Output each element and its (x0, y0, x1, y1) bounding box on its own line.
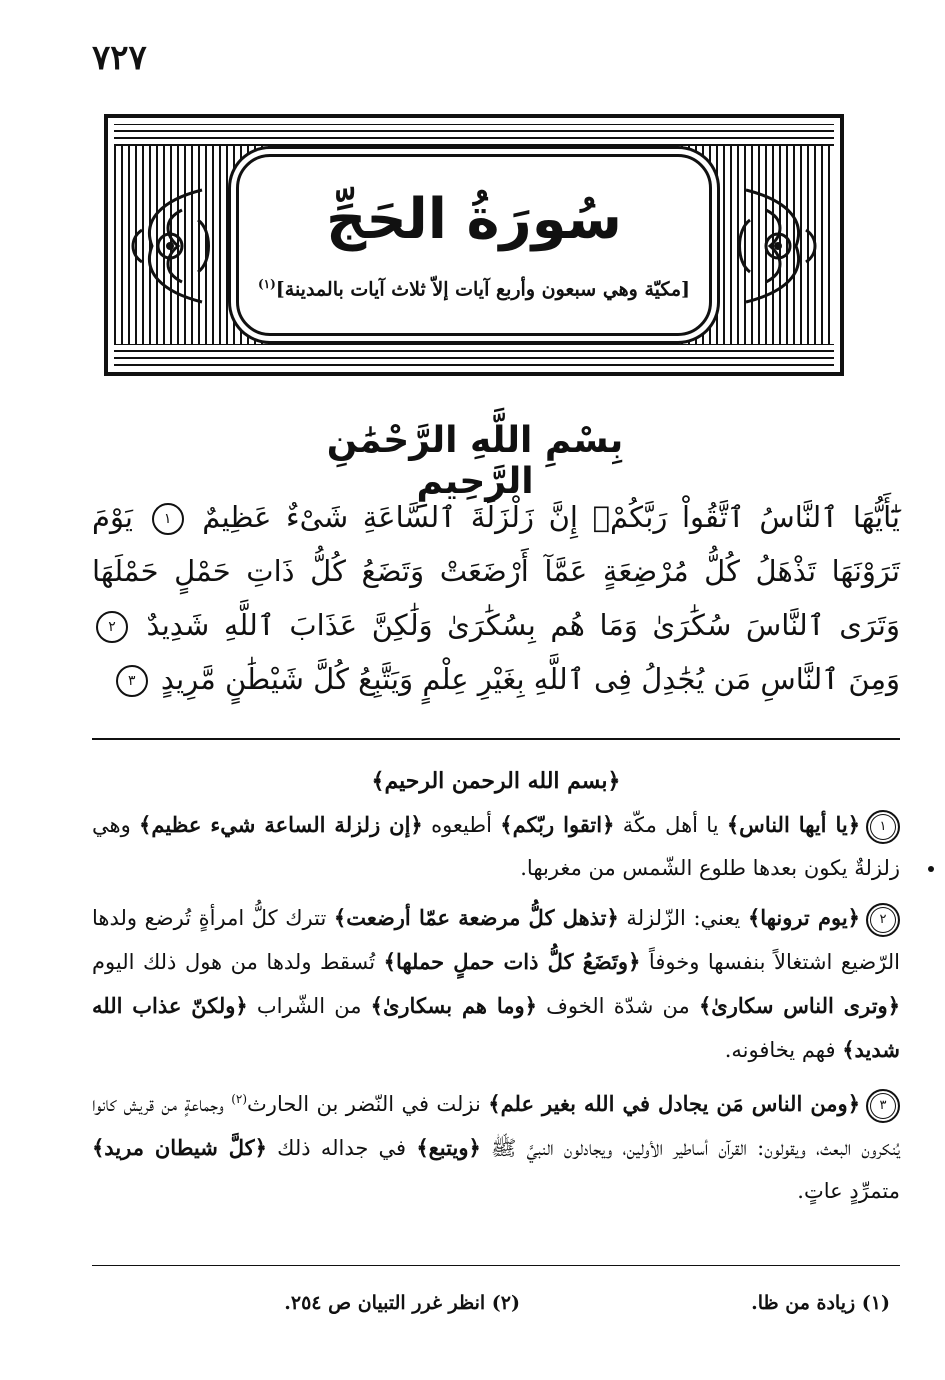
quoted-verse: ﴿ولكنّ عذاب الله شديد﴾ (92, 993, 900, 1062)
verse-text: يَٰٓأَيُّهَا ٱلنَّاسُ ٱتَّقُواْ رَبَّكُمْۚ إِنَّ زَلْزَلَةَ ٱلسَّاعَةِ شَىْءٌ عَظِيمٌ (202, 500, 901, 534)
commentary-text: من شدّة الخوف (536, 994, 699, 1018)
margin-mark (928, 866, 934, 872)
surah-title: سُورَةُ الحَجِّ (326, 187, 622, 252)
quoted-verse: ﴿وترى الناس سكارىٰ﴾ (698, 993, 900, 1018)
verse-text: يَوْمَ تَرَوْنَهَا تَذْهَلُ كُلُّ مُرْضِعَةٍ عَمَّآ أَرْضَعَتْ وَتَضَعُ كُلُّ ذَاتِ حَمْلٍ حَمْلَهَا وَتَرَى ٱلنَّاسَ سُكَٰرَىٰ وَمَا هُم بِسُكَٰرَىٰ وَلَٰكِنَّ عَذَابَ ٱللَّهِ شَدِيدٌ (92, 500, 900, 642)
footnote-ref: (٢) (231, 1092, 248, 1106)
basmala-calligraphy: بِسْمِ اللَّهِ الرَّحْمَٰنِ الرَّحِيمِ (326, 420, 624, 502)
tafsir-paragraph (92, 803, 900, 890)
arabesque-right-icon (730, 180, 826, 312)
quoted-verse: ﴿اتقوا ربّكم﴾ (500, 812, 615, 837)
divider-rule (92, 738, 900, 740)
commentary-text: نزلت في النّضر بن الحارث (247, 1092, 489, 1116)
ayah-number-marker: ٢ (96, 611, 128, 643)
quoted-verse: ﴿يوم ترونها﴾ (747, 905, 860, 930)
ayah-number-marker: ١ (152, 503, 184, 535)
quoted-verse: ﴿كلَّ شيطان مريد﴾ (92, 1135, 267, 1160)
surah-header-frame (104, 114, 844, 376)
commentary-text: وهي زلزلةٌ يكون بعدها طلوع الشّمس من مغربها. (92, 813, 900, 880)
commentary-text: من الشّراب (247, 994, 371, 1018)
quoted-verse: ﴿تذهل كلُّ مرضعة عمّا أرضعت﴾ (333, 905, 619, 930)
ayah-number-marker: ٣ (116, 665, 148, 697)
commentary-text: في جداله ذلك (266, 1136, 417, 1160)
tafsir-basmala: ﴿بسم الله الرحمن الرحيم﴾ (371, 768, 621, 794)
commentary-text: فهم يخافونه. (724, 1038, 843, 1062)
tafsir-paragraph (92, 896, 900, 1072)
commentary-text: يعني: الزّلزلة (618, 906, 748, 930)
tafsir-paragraphs (92, 803, 900, 1213)
quoted-verse: ﴿ويتبع﴾ (416, 1135, 481, 1160)
quoted-verse: ﴿وتَضَعُ كلُّ ذات حملٍ حملها﴾ (383, 949, 641, 974)
page-number: ٧٢٧ (92, 38, 147, 78)
verse-number-badge: ١ (866, 810, 900, 844)
commentary-text: تترك كلُّ امرأةٍ تُرضع ولدها الرّضيع اشتغالاً بنفسها وخوفاً (92, 906, 900, 974)
quoted-verse: ﴿يا أيها الناس﴾ (726, 812, 861, 837)
quoted-verse: ﴿إن زلزلة الساعة شيء عظيم﴾ (139, 812, 423, 837)
verse-number-badge: ٣ (866, 1089, 900, 1123)
verse-text: وَمِنَ ٱلنَّاسِ مَن يُجَٰدِلُ فِى ٱللَّهِ بِغَيْرِ عِلْمٍ وَيَتَّبِعُ كُلَّ شَيْطَٰنٍ مَّرِيدٍ (160, 662, 900, 696)
commentary-text: تُسقط ولدها من هول ذلك اليوم (92, 950, 384, 974)
quoted-verse: ﴿ومن الناس مَن يجادل في الله بغير علم﴾ (488, 1091, 860, 1116)
footnote-2: (٢) انظر غرر التبيان ص ٢٥٤. (284, 1292, 520, 1314)
commentary-text: يا أهل مكّة (614, 813, 727, 837)
footnote-divider (92, 1265, 900, 1266)
commentary-text: وجماعةٍ من قريش كانوا يُنكرون البعث، ويقولون: القرآن أساطير الأولين، ويجادلون النبيَّ ﷺ (92, 1092, 900, 1160)
commentary-text: أطيعوه (422, 813, 501, 837)
surah-subtitle (239, 277, 709, 300)
quoted-verse: ﴿وما هم بسكارىٰ﴾ (370, 993, 537, 1018)
tafsir-commentary (92, 760, 900, 1219)
commentary-text: متمرِّدٍ عاتٍ. (797, 1179, 900, 1203)
verse-number-badge: ٢ (866, 903, 900, 937)
frame-stripes-top (114, 124, 834, 146)
arabesque-left-icon (122, 180, 218, 312)
footnote-1: (١) زيادة من ظا. (751, 1292, 890, 1314)
frame-stripes-bottom (114, 344, 834, 366)
tafsir-paragraph (92, 1078, 900, 1213)
footnote-ref-1: (١) (257, 277, 276, 291)
surah-subtitle-text: [مكيّة وهي سبعون وأربع آيات إلاّ ثلاث آيات بالمدينة] (275, 278, 691, 301)
quran-verses (92, 490, 900, 706)
surah-title-cartouche (236, 154, 712, 336)
